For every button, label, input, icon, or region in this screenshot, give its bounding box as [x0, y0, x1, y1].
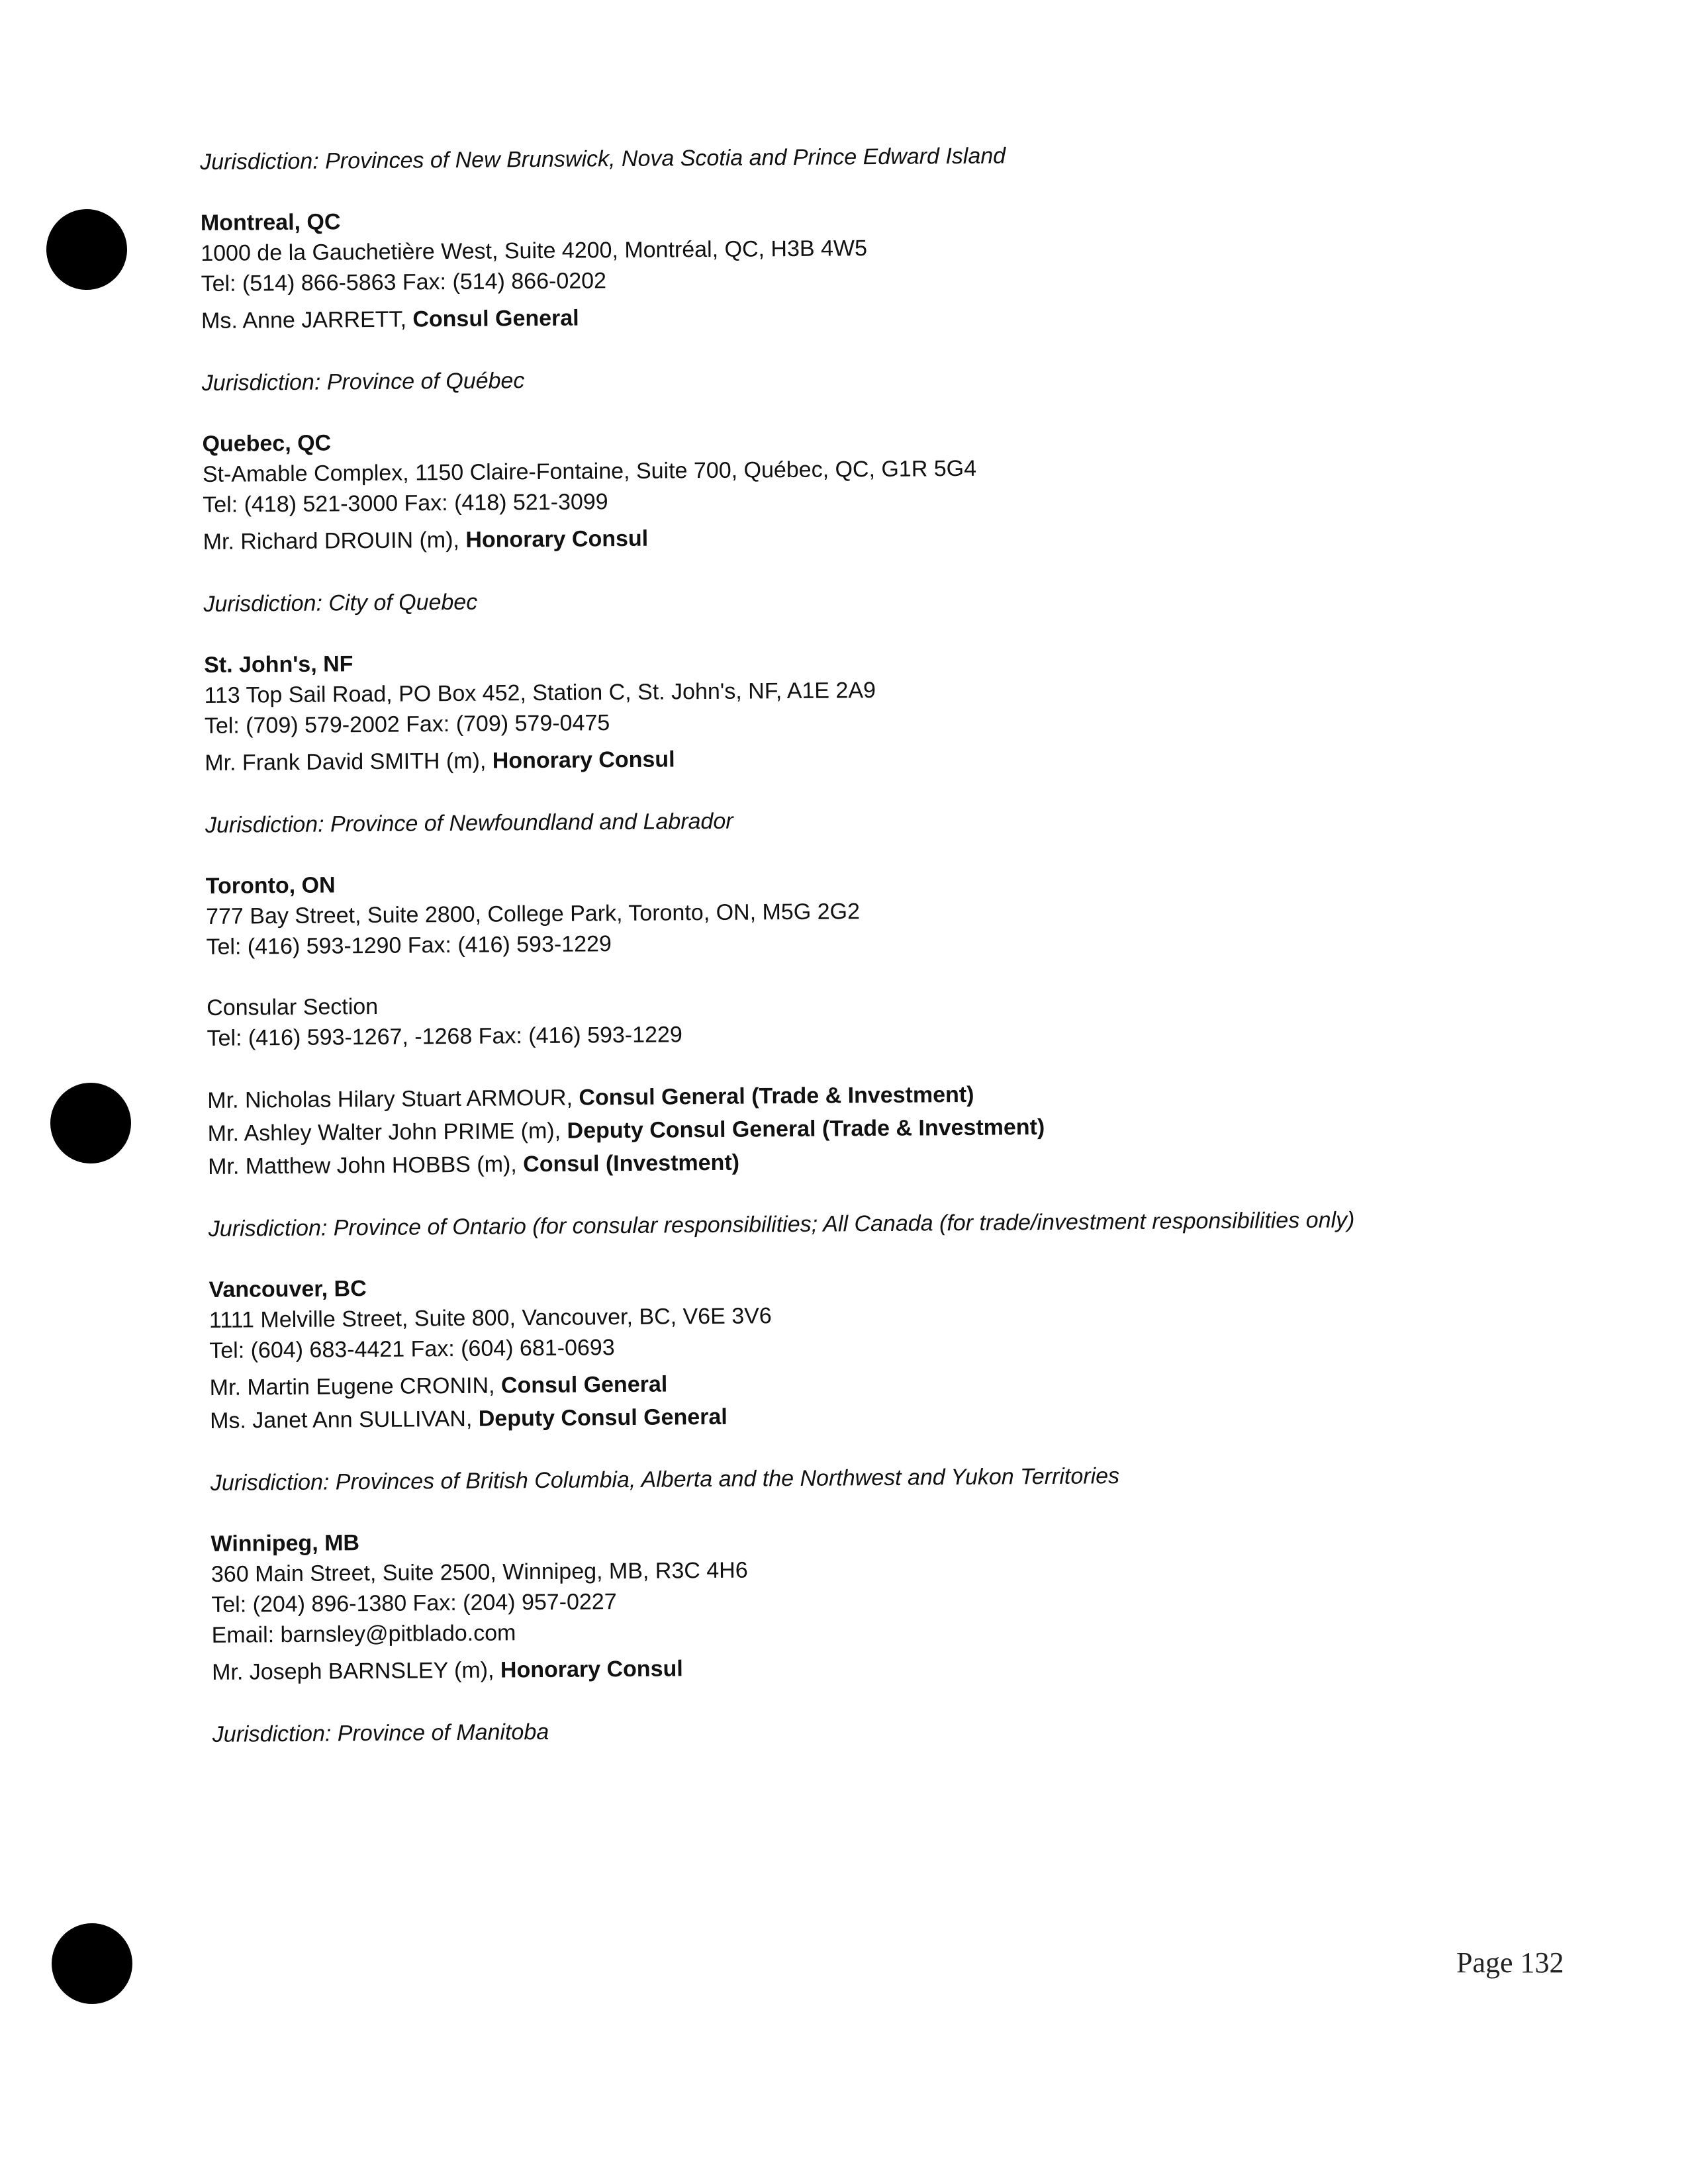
consular-section-title: Consular Section	[207, 993, 379, 1021]
consular-section-contact: Tel: (416) 593-1267, -1268 Fax: (416) 593-1229	[207, 1022, 682, 1051]
official-name: Mr. Martin Eugene CRONIN,	[209, 1373, 502, 1400]
official-title: Deputy Consul General (Trade & Investment)	[567, 1115, 1045, 1144]
punch-hole-bottom	[52, 1923, 132, 2004]
address: 777 Bay Street, Suite 2800, College Park, Toronto, ON, M5G 2G2	[205, 899, 861, 929]
jurisdiction-text: Jurisdiction: Province of Québec	[201, 368, 525, 396]
official-name: Mr. Richard DROUIN (m),	[203, 527, 466, 555]
official	[203, 515, 1526, 559]
official-title: Honorary Consul	[465, 525, 649, 553]
consulate-entry-quebec	[202, 418, 1527, 619]
consulate-list	[200, 136, 1536, 1780]
consulate-entry-winnipeg	[211, 1518, 1536, 1750]
official	[212, 1645, 1536, 1689]
city-heading: Montreal, QC	[200, 209, 341, 236]
city-heading: St. John's, NF	[204, 651, 353, 678]
jurisdiction-text: Jurisdiction: Provinces of British Columbia, Alberta and the Northwest and Yukon Territories	[210, 1463, 1120, 1496]
official-title: Consul General	[412, 305, 579, 332]
official-name: Mr. Frank David SMITH (m),	[205, 748, 492, 776]
official-name: Mr. Matthew John HOBBS (m),	[207, 1152, 524, 1179]
address: 1000 de la Gauchetière West, Suite 4200, Montréal, QC, H3B 4W5	[201, 236, 868, 266]
city-heading: Quebec, QC	[202, 430, 332, 457]
contact-numbers: Tel: (416) 593-1290 Fax: (416) 593-1229	[206, 931, 612, 960]
page-number: Page 132	[1456, 1946, 1564, 1979]
official-name: Mr. Ashley Walter John PRIME (m),	[207, 1118, 567, 1146]
contact-numbers: Tel: (514) 866-5863 Fax: (514) 866-0202	[201, 268, 607, 296]
official-name: Mr. Joseph BARNSLEY (m),	[211, 1657, 501, 1685]
punch-hole-middle	[50, 1083, 131, 1163]
official-title: Consul (Investment)	[523, 1150, 740, 1177]
punch-hole-top	[46, 209, 127, 290]
official-title: Honorary Consul	[500, 1656, 683, 1683]
address: 360 Main Street, Suite 2500, Winnipeg, MB, R3C 4H6	[211, 1557, 748, 1587]
contact-numbers: Tel: (204) 896-1380 Fax: (204) 957-0227	[211, 1589, 617, 1617]
official-title: Consul General	[500, 1371, 668, 1398]
email-address: Email: barnsley@pitblado.com	[211, 1620, 516, 1648]
jurisdiction-text: Jurisdiction: Province of Manitoba	[212, 1719, 549, 1747]
address: St-Amable Complex, 1150 Claire-Fontaine, Suite 700, Québec, QC, G1R 5G4	[202, 455, 977, 487]
official	[201, 294, 1525, 338]
official-name: Ms. Janet Ann SULLIVAN,	[209, 1406, 479, 1433]
official-title: Consul General (Trade & Investment)	[579, 1081, 974, 1111]
jurisdiction-text: Jurisdiction: Province of Ontario (for consular responsibilities; All Canada (for trade/investment responsibilities only)	[208, 1207, 1355, 1242]
consulate-entry-vancouver	[209, 1264, 1534, 1498]
official	[205, 736, 1528, 780]
city-heading: Toronto, ON	[205, 872, 336, 899]
consulate-entry-st-johns	[204, 639, 1529, 841]
consulate-entry-montreal	[201, 197, 1526, 398]
contact-numbers: Tel: (604) 683-4421 Fax: (604) 681-0693	[209, 1335, 615, 1363]
jurisdiction-text: Jurisdiction: Province of Newfoundland and Labrador	[205, 808, 733, 838]
contact-numbers: Tel: (709) 579-2002 Fax: (709) 579-0475	[204, 710, 610, 739]
contact-numbers: Tel: (418) 521-3000 Fax: (418) 521-3099	[203, 489, 608, 518]
consulate-entry-toronto	[206, 860, 1532, 1244]
city-heading: Vancouver, BC	[209, 1276, 367, 1302]
official-title: Honorary Consul	[492, 747, 675, 774]
jurisdiction-text: Jurisdiction: Provinces of New Brunswick, Nova Scotia and Prince Edward Island	[200, 143, 1006, 175]
official-name: Ms. Anne JARRETT,	[201, 306, 413, 334]
city-heading: Winnipeg, MB	[211, 1530, 360, 1557]
official-name: Mr. Nicholas Hilary Stuart ARMOUR,	[207, 1085, 579, 1113]
official-title: Deputy Consul General	[478, 1404, 727, 1432]
jurisdiction-text: Jurisdiction: City of Quebec	[203, 589, 478, 617]
address: 1111 Melville Street, Suite 800, Vancouver, BC, V6E 3V6	[209, 1303, 772, 1333]
address: 113 Top Sail Road, PO Box 452, Station C, St. John's, NF, A1E 2A9	[204, 678, 876, 708]
